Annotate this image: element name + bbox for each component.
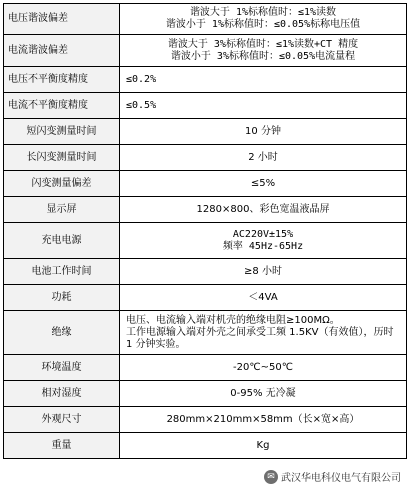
watermark-text: 武汉华电科仪电气有限公司 [281,473,401,484]
row-value: 280mm×210mm×58mm（长×宽×高） [120,407,407,433]
row-label: 电流不平衡度精度 [4,93,120,119]
spec-table [3,3,407,459]
row-label: 环境温度 [4,355,120,381]
table-row [4,93,407,119]
row-label: 绝缘 [4,311,120,355]
table-row [4,259,407,285]
watermark [262,468,403,485]
value-line: AC220V±15% [232,228,294,240]
row-label: 电流谐波偏差 [4,35,120,67]
table-row [4,119,407,145]
table-row [4,285,407,311]
row-label: 显示屏 [4,197,120,223]
row-label: 充电电源 [4,223,120,259]
row-label: 短闪变测量时间 [4,119,120,145]
row-value [120,35,407,67]
row-value [120,4,407,35]
wechat-icon: ✉ [264,470,278,484]
value-line: 谐波小于 1%标称值时：≤0.05%标称电压值 [165,19,361,30]
row-label: 功耗 [4,285,120,311]
table-row [4,355,407,381]
row-value: 2 小时 [120,145,407,171]
row-value: ≤0.2% [120,67,407,93]
row-label: 外观尺寸 [4,407,120,433]
table-row [4,381,407,407]
value-line: 频率 45Hz-65Hz [222,240,304,252]
row-value: -20℃~50℃ [120,355,407,381]
table-row [4,4,407,35]
value-line: 电压、电流输入端对机壳的绝缘电阻≥100MΩ。 [126,314,340,326]
table-row [4,145,407,171]
row-label: 长闪变测量时间 [4,145,120,171]
row-value: 10 分钟 [120,119,407,145]
table-row [4,433,407,459]
table-row [4,67,407,93]
row-value: ＜4VA [120,285,407,311]
row-value: ≥8 小时 [120,259,407,285]
table-row [4,311,407,355]
row-label: 相对湿度 [4,381,120,407]
value-line: 谐波大于 3%标称值时：≤1%读数+CT 精度 [167,38,359,50]
row-value: 1280×800、彩色宽温液晶屏 [120,197,407,223]
table-row [4,197,407,223]
table-row [4,223,407,259]
row-value [120,223,407,259]
table-row [4,171,407,197]
row-label: 电池工作时间 [4,259,120,285]
value-line: 谐波小于 3%标称值时：≤0.05%电流量程 [170,50,356,62]
row-label: 电压不平衡度精度 [4,67,120,93]
value-line: 工作电源输入端对外壳之间承受工频 1.5KV（有效值），历时 1 分钟实验。 [126,326,394,350]
row-value: 0-95% 无冷凝 [120,381,407,407]
row-value: ≤5% [120,171,407,197]
row-label: 闪变测量偏差 [4,171,120,197]
row-value: ≤0.5% [120,93,407,119]
row-label: 电压谐波偏差 [4,4,120,35]
row-label: 重量 [4,433,120,459]
value-line: 谐波大于 1%标称值时：≤1%读数 [189,7,337,18]
row-value: Kg [120,433,407,459]
table-row [4,35,407,67]
row-value [120,311,407,355]
table-row [4,407,407,433]
